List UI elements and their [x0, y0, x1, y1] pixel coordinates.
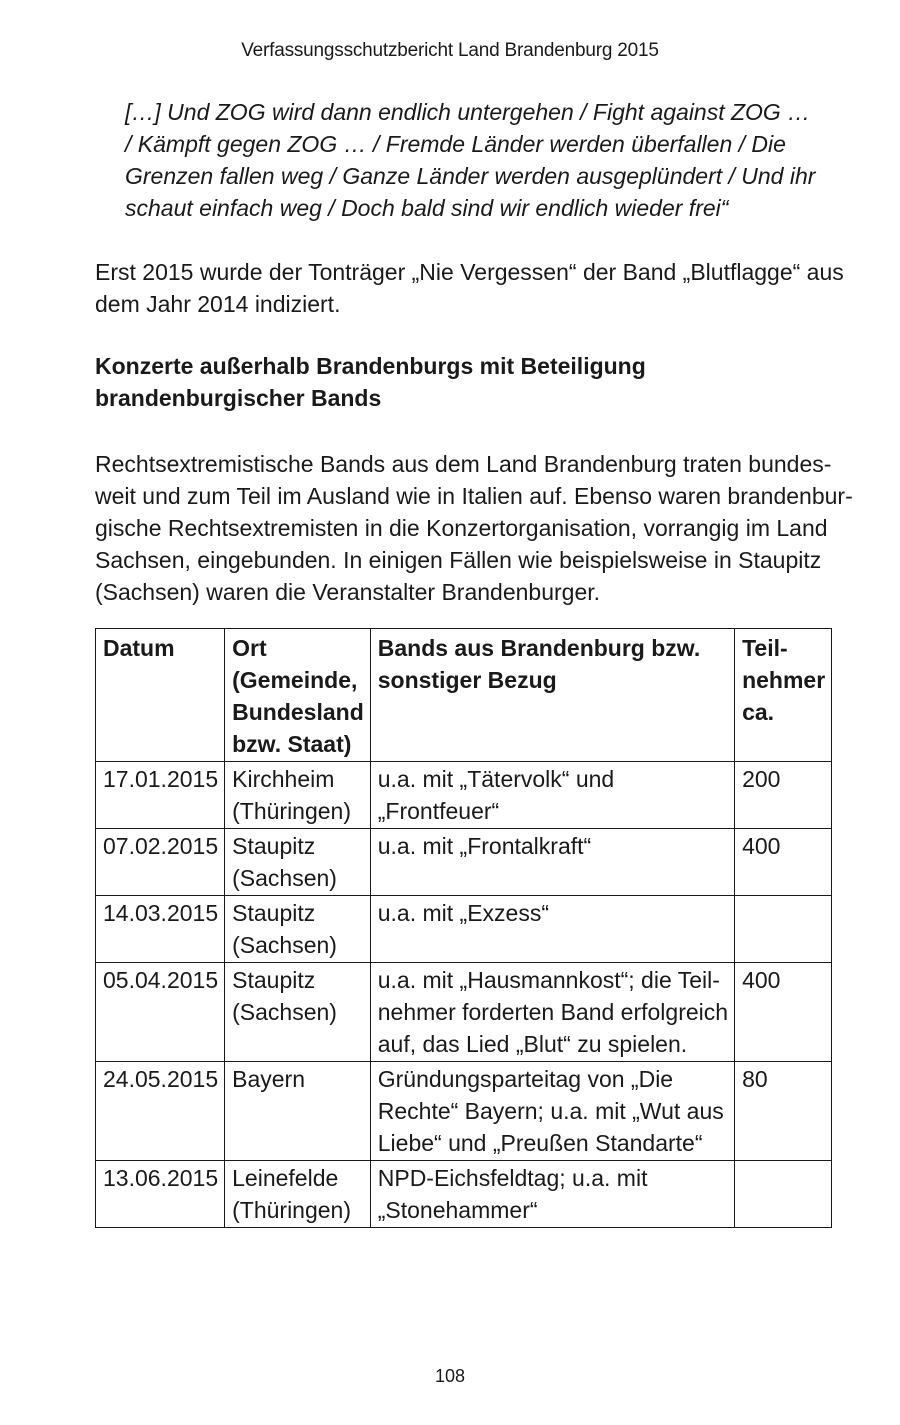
quote-line: […] Und ZOG wird dann endlich untergehen / Fight against ZOG …	[125, 99, 811, 125]
quote-line: / Kämpft gegen ZOG … / Fremde Länder werden überfallen / Die	[125, 131, 786, 157]
section-heading	[95, 350, 803, 414]
cell-bands: u.a. mit „Tätervolk“ und „Frontfeuer“	[370, 762, 734, 829]
paragraph-line: weit und zum Teil im Ausland wie in Italien auf. Ebenso waren brandenbur-	[95, 483, 853, 509]
indexing-paragraph	[95, 256, 844, 320]
cell-bands: Gründungsparteitag von „Die Rechte“ Bayern; u.a. mit „Wut aus Liebe“ und „Preußen Standarte“	[370, 1062, 734, 1161]
cell-datum: 14.03.2015	[96, 896, 225, 963]
cell-datum: 17.01.2015	[96, 762, 225, 829]
header-teilnehmer: Teil- nehmer ca.	[735, 629, 832, 762]
cell-teilnehmer	[735, 896, 832, 963]
cell-datum: 05.04.2015	[96, 963, 225, 1062]
cell-teilnehmer: 80	[735, 1062, 832, 1161]
cell-ort: Bayern	[225, 1062, 371, 1161]
cell-teilnehmer	[735, 1161, 832, 1228]
cell-ort: Staupitz (Sachsen)	[225, 829, 371, 896]
table-row	[96, 762, 832, 829]
cell-teilnehmer: 400	[735, 963, 832, 1062]
cell-datum: 24.05.2015	[96, 1062, 225, 1161]
cell-ort: Staupitz (Sachsen)	[225, 896, 371, 963]
running-header: Verfassungsschutzbericht Land Brandenburg 2015	[241, 40, 659, 61]
paragraph-line: Erst 2015 wurde der Tonträger „Nie Vergessen“ der Band „Blutflagge“ aus	[95, 259, 844, 285]
header-bands: Bands aus Brandenburg bzw. sonstiger Bezug	[370, 629, 734, 762]
concerts-table	[95, 628, 832, 1228]
table-row	[96, 1062, 832, 1161]
table-row	[96, 896, 832, 963]
quote-line: Grenzen fallen weg / Ganze Länder werden ausgeplündert / Und ihr	[125, 163, 816, 189]
concerts-paragraph	[95, 448, 853, 608]
cell-bands: NPD-Eichsfeldtag; u.a. mit „Stonehammer“	[370, 1161, 734, 1228]
paragraph-line: gische Rechtsextremisten in die Konzertorganisation, vorrangig im Land	[95, 515, 828, 541]
song-lyrics-quote	[125, 96, 816, 224]
table-header-row	[96, 629, 832, 762]
header-datum: Datum	[96, 629, 225, 762]
cell-ort: Leinefelde (Thüringen)	[225, 1161, 371, 1228]
heading-line: Konzerte außerhalb Brandenburgs mit Beteiligung	[95, 353, 646, 379]
quote-line: schaut einfach weg / Doch bald sind wir endlich wieder frei“	[125, 195, 729, 221]
paragraph-line: Sachsen, eingebunden. In einigen Fällen wie beispielsweise in Staupitz	[95, 547, 822, 573]
paragraph-line: dem Jahr 2014 indiziert.	[95, 291, 341, 317]
page-number: 108	[434, 1366, 466, 1386]
heading-line: brandenburgischer Bands	[95, 385, 382, 411]
cell-bands: u.a. mit „Exzess“	[370, 896, 734, 963]
cell-teilnehmer: 400	[735, 829, 832, 896]
cell-datum: 13.06.2015	[96, 1161, 225, 1228]
table-row	[96, 829, 832, 896]
cell-ort: Kirchheim (Thüringen)	[225, 762, 371, 829]
cell-datum: 07.02.2015	[96, 829, 225, 896]
cell-bands: u.a. mit „Hausmannkost“; die Teil- nehmer forderten Band erfolgreich auf, das Lied „Blut“ zu spielen.	[370, 963, 734, 1062]
paragraph-line: Rechtsextremistische Bands aus dem Land Brandenburg traten bundes-	[95, 451, 832, 477]
header-ort: Ort (Gemeinde, Bundesland bzw. Staat)	[225, 629, 371, 762]
paragraph-line: (Sachsen) waren die Veranstalter Brandenburger.	[95, 579, 601, 605]
cell-bands: u.a. mit „Frontalkraft“	[370, 829, 734, 896]
table-row	[96, 963, 832, 1062]
cell-ort: Staupitz (Sachsen)	[225, 963, 371, 1062]
table-row	[96, 1161, 832, 1228]
cell-teilnehmer: 200	[735, 762, 832, 829]
